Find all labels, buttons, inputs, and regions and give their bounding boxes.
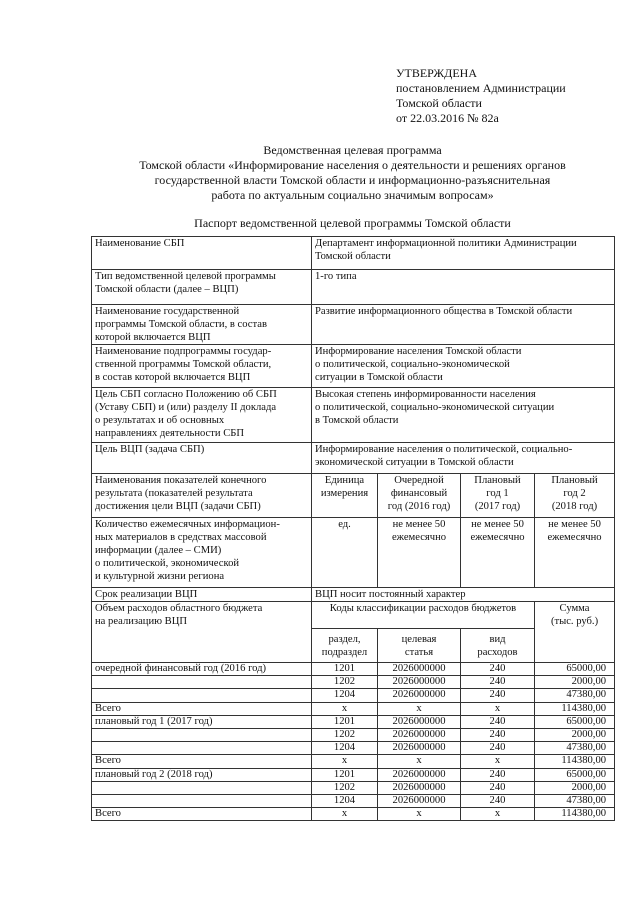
budget-row <box>92 689 615 702</box>
budget-sum: 47380,00 <box>535 794 615 807</box>
budget-sum: 114380,00 <box>535 808 615 821</box>
budget-section: х <box>312 808 378 821</box>
table-row <box>92 270 615 305</box>
budget-row <box>92 781 615 794</box>
budget-section: х <box>312 702 378 715</box>
budget-sum: 47380,00 <box>535 689 615 702</box>
budget-row <box>92 663 615 676</box>
approval-line: Томской области <box>396 96 482 110</box>
indicator-header-row <box>92 474 615 518</box>
budget-row <box>92 794 615 807</box>
budget-kind: 240 <box>461 794 535 807</box>
budget-row <box>92 702 615 715</box>
budget-row <box>92 755 615 768</box>
row-value: Развитие информационного общества в Томской области <box>312 305 615 345</box>
budget-target: х <box>378 755 461 768</box>
indicator-unit: ед. <box>312 518 378 588</box>
budget-section: 1204 <box>312 742 378 755</box>
budget-label: Объем расходов областного бюджета на реализацию ВЦП <box>92 602 312 663</box>
indicator-row <box>92 518 615 588</box>
budget-kind: х <box>461 702 535 715</box>
approval-date: от 22.03.2016 № 82а <box>396 111 499 125</box>
budget-section: 1204 <box>312 689 378 702</box>
budget-section: 1204 <box>312 794 378 807</box>
budget-target: 2026000000 <box>378 663 461 676</box>
section-header: раздел, подраздел <box>312 629 378 663</box>
indicator-2016: не менее 50 ежемесячно <box>378 518 461 588</box>
budget-row-label: Всего <box>92 702 312 715</box>
budget-target: 2026000000 <box>378 715 461 728</box>
year-2017-header: Плановый год 1 (2017 год) <box>461 474 535 518</box>
budget-section: 1202 <box>312 728 378 741</box>
approval-block <box>396 66 566 126</box>
budget-row-label: Всего <box>92 755 312 768</box>
budget-kind: 240 <box>461 715 535 728</box>
budget-sum: 2000,00 <box>535 676 615 689</box>
budget-kind: 240 <box>461 781 535 794</box>
indicator-name-header: Наименования показателей конечного результата (показателей результата достижения цели ВЦП (задачи СБП) <box>92 474 312 518</box>
passport-title: Паспорт ведомственной целевой программы Томской области <box>194 216 511 230</box>
budget-section: 1201 <box>312 768 378 781</box>
budget-section: х <box>312 755 378 768</box>
indicator-2018: не менее 50 ежемесячно <box>535 518 615 588</box>
budget-target: 2026000000 <box>378 728 461 741</box>
codes-header: Коды классификации расходов бюджетов <box>312 602 535 629</box>
budget-row-label <box>92 676 312 689</box>
budget-row-label <box>92 794 312 807</box>
table-row <box>92 388 615 443</box>
budget-row-label: плановый год 1 (2017 год) <box>92 715 312 728</box>
budget-row-label: плановый год 2 (2018 год) <box>92 768 312 781</box>
indicator-2017: не менее 50 ежемесячно <box>461 518 535 588</box>
budget-row-label: Всего <box>92 808 312 821</box>
budget-sum: 2000,00 <box>535 728 615 741</box>
budget-target: х <box>378 702 461 715</box>
row-value: Информирование населения о политической, социально- экономической ситуации в Томской области <box>312 443 615 474</box>
row-label: Цель ВЦП (задача СБП) <box>92 443 312 474</box>
budget-section: 1202 <box>312 676 378 689</box>
row-value: Департамент информационной политики Администрации Томской области <box>312 237 615 270</box>
budget-sum: 65000,00 <box>535 768 615 781</box>
budget-section: 1201 <box>312 663 378 676</box>
budget-row <box>92 728 615 741</box>
budget-sum: 114380,00 <box>535 755 615 768</box>
year-2016-header: Очередной финансовый год (2016 год) <box>378 474 461 518</box>
target-header: целевая статья <box>378 629 461 663</box>
row-value: Высокая степень информированности населения о политической, социально-экономической ситуации в Томской области <box>312 388 615 443</box>
budget-sum: 47380,00 <box>535 742 615 755</box>
budget-kind: 240 <box>461 742 535 755</box>
budget-row <box>92 715 615 728</box>
budget-section: 1202 <box>312 781 378 794</box>
row-label: Наименование СБП <box>92 237 312 270</box>
budget-row-label <box>92 781 312 794</box>
budget-sum: 65000,00 <box>535 715 615 728</box>
budget-target: 2026000000 <box>378 781 461 794</box>
row-label: Цель СБП согласно Положению об СБП (Уставу СБП) и (или) разделу II доклада о результатах и об основных направлениях деятельности СБП <box>92 388 312 443</box>
budget-kind: х <box>461 755 535 768</box>
table-row <box>92 305 615 345</box>
term-row <box>92 588 615 602</box>
budget-section: 1201 <box>312 715 378 728</box>
kind-header: вид расходов <box>461 629 535 663</box>
row-label: Наименование государственной программы Томской области, в состав которой включается ВЦП <box>92 305 312 345</box>
term-value: ВЦП носит постоянный характер <box>312 588 615 602</box>
document-title: Ведомственная целевая программа Томской области «Информирование населения о деятельности и решениях органов государственной власти Томской области и информационно-разъяснительная работа по актуальным социально значимым вопросам» <box>139 143 566 202</box>
budget-target: 2026000000 <box>378 689 461 702</box>
budget-kind: х <box>461 808 535 821</box>
approval-heading: УТВЕРЖДЕНА <box>396 66 478 80</box>
table-row <box>92 443 615 474</box>
budget-header-row <box>92 602 615 629</box>
budget-kind: 240 <box>461 663 535 676</box>
budget-target: 2026000000 <box>378 742 461 755</box>
budget-row-label <box>92 742 312 755</box>
table-row <box>92 345 615 388</box>
row-label: Наименование подпрограммы государ- ственной программы Томской области, в состав которой включается ВЦП <box>92 345 312 388</box>
budget-sum: 114380,00 <box>535 702 615 715</box>
budget-row-label <box>92 728 312 741</box>
year-2018-header: Плановый год 2 (2018 год) <box>535 474 615 518</box>
budget-row-label <box>92 689 312 702</box>
row-value: Информирование населения Томской области о политической, социально-экономической ситуации в Томской области <box>312 345 615 388</box>
budget-kind: 240 <box>461 728 535 741</box>
budget-row-label: очередной финансовый год (2016 год) <box>92 663 312 676</box>
budget-kind: 240 <box>461 676 535 689</box>
row-label: Тип ведомственной целевой программы Томской области (далее – ВЦП) <box>92 270 312 305</box>
budget-kind: 240 <box>461 768 535 781</box>
budget-kind: 240 <box>461 689 535 702</box>
budget-target: 2026000000 <box>378 676 461 689</box>
budget-sum: 65000,00 <box>535 663 615 676</box>
approval-line: постановлением Администрации <box>396 81 566 95</box>
budget-target: 2026000000 <box>378 794 461 807</box>
unit-header: Единица измерения <box>312 474 378 518</box>
indicator-name: Количество ежемесячных информацион- ных материалов в средствах массовой информации (далее – СМИ) о политической, экономической и культурной жизни региона <box>92 518 312 588</box>
table-row <box>92 237 615 270</box>
passport-table <box>91 236 615 821</box>
budget-row <box>92 768 615 781</box>
row-value: 1-го типа <box>312 270 615 305</box>
sum-header: Сумма (тыс. руб.) <box>535 602 615 663</box>
budget-row <box>92 742 615 755</box>
budget-target: х <box>378 808 461 821</box>
budget-sum: 2000,00 <box>535 781 615 794</box>
budget-row <box>92 808 615 821</box>
budget-target: 2026000000 <box>378 768 461 781</box>
budget-row <box>92 676 615 689</box>
term-label: Срок реализации ВЦП <box>92 588 312 602</box>
